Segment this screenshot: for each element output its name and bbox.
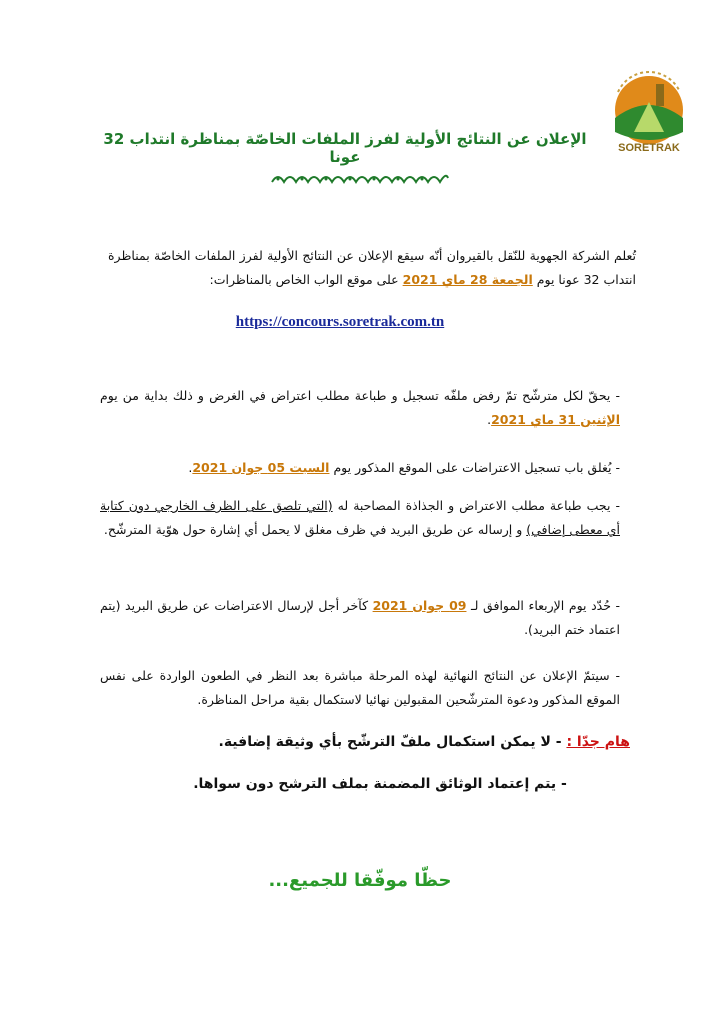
concours-website-link[interactable]: https://concours.soretrak.com.tn	[235, 314, 445, 330]
list-item-text: - يحقّ لكل مترشّح تمّ رفض ملفّه تسجيل و طباعة مطلب اعتراض في الغرض و ذلك بداية من يوم	[100, 388, 620, 403]
important-notice	[200, 734, 630, 750]
list-item-objection-start	[100, 384, 620, 432]
mail-deadline-date: 09 جوان 2021	[372, 598, 467, 613]
important-label: هام جدّا :	[566, 734, 630, 750]
intro-text: تُعلم الشركة الجهوية للنّقل بالقيروان أنّه سيقع الإعلان عن النتائج الأولية لفرز الملفات الخاصّة بمناظرة انتداب 32 عونا يوم	[108, 248, 636, 287]
publication-date: الجمعة 28 ماي 2021	[402, 272, 533, 287]
page-title: الإعلان عن النتائج الأولية لفرز الملفات الخاصّة بمناظرة انتداب 32 عونا	[103, 130, 587, 166]
list-item-text: - يُغلق باب تسجيل الاعتراضات على الموقع المذكور يوم	[329, 460, 620, 475]
list-item-punct: .	[487, 412, 492, 427]
intro-paragraph	[108, 244, 636, 292]
decorative-border-icon	[270, 172, 450, 184]
logo-brand-text: SORETRAK	[618, 142, 680, 154]
logo-minaret-icon	[656, 84, 664, 106]
list-item-print-and-mail	[100, 494, 620, 542]
important-text: - لا يمكن استكمال ملفّ الترشّح بأي وثيقة إضافية.	[218, 734, 567, 750]
documents-notice: - يتم إعتماد الوثائق المضمنة بملف الترشح دون سواها.	[193, 776, 567, 792]
list-item-mail-deadline	[100, 594, 620, 642]
intro-text-end: على موقع الواب الخاص بالمناظرات:	[209, 272, 403, 287]
list-item-registration-close	[100, 456, 620, 480]
envelope-note: (التي تلصق على الظرف الخارجي دون كتابة أي معطى إضافي)	[100, 498, 620, 537]
list-item-text: - حُدّد يوم الإربعاء الموافق لـ	[466, 598, 620, 613]
registration-close-date: السبت 05 جوان 2021	[192, 460, 330, 475]
list-item-text-end: و إرساله عن طريق البريد في ظرف مغلق لا يحمل أي إشارة حول هوّية المترشّح.	[103, 522, 527, 537]
list-item-text-end: كآخر أجل لإرسال الاعتراضات عن طريق البريد (يتم اعتماد ختم البريد).	[100, 598, 620, 637]
list-item-punct: .	[188, 460, 193, 475]
list-item-text: - يجب طباعة مطلب الاعتراض و الجذاذة المصاحبة له	[332, 498, 620, 513]
objection-start-date: الإثنين 31 ماي 2021	[491, 412, 620, 427]
list-item-final-results: - سيتمّ الإعلان عن النتائج النهائية لهذه المرحلة مباشرة بعد النظر في الطعون الواردة على نفس الموقع المذكور ودعوة المترشّحين المقبولين نهائيا لاستكمال بقية مراحل المناظرة.	[100, 668, 620, 707]
closing-wish: حظّا موفّقا للجميع...	[268, 870, 452, 891]
